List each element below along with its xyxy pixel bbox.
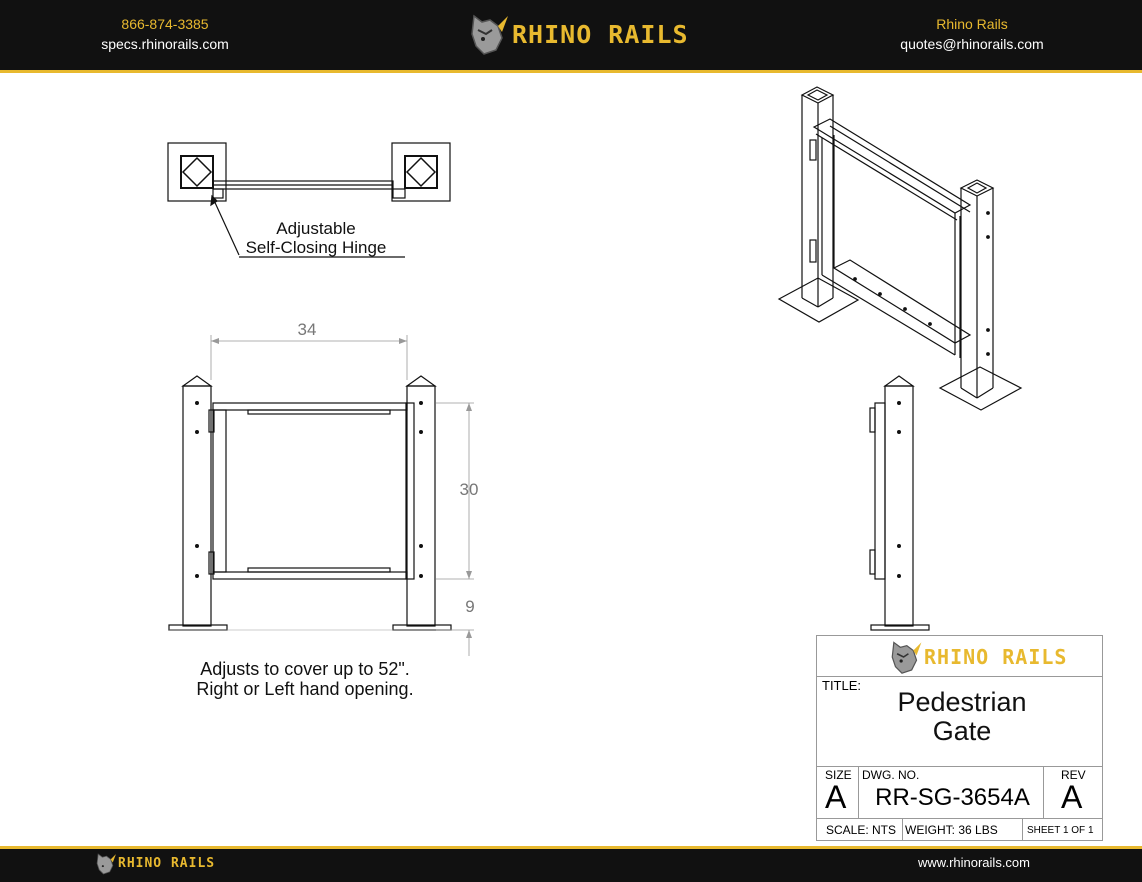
- note-line1: Adjusts to cover up to 52".: [200, 659, 410, 679]
- rhino-icon: [889, 639, 923, 675]
- side-view: [870, 376, 929, 630]
- hinge-label-line1: Adjustable: [276, 219, 356, 238]
- front-elevation: [169, 335, 474, 656]
- title-block-logo: [889, 639, 1067, 675]
- title-line2: Gate: [932, 716, 992, 746]
- footer-bar: [0, 849, 1142, 882]
- hinge-label-line2: Self-Closing Hinge: [245, 238, 387, 257]
- drawing-title: [857, 688, 1067, 746]
- title-block-divider: [858, 766, 859, 818]
- isometric-view: [779, 87, 1021, 410]
- dwg-number-label: DWG. NO.: [862, 768, 920, 782]
- size-label: SIZE: [825, 768, 852, 782]
- footer-logo[interactable]: [95, 852, 215, 875]
- title-block-divider: [817, 766, 1102, 767]
- rhino-icon: [95, 852, 117, 875]
- header-brand-text: RHINO RAILS: [512, 19, 689, 49]
- sheet-field: SHEET 1 OF 1: [1027, 825, 1094, 836]
- footer-brand-text: RHINO RAILS: [118, 856, 216, 871]
- title-line1: Pedestrian: [897, 687, 1027, 717]
- title-block-divider: [817, 818, 1102, 819]
- size-value: A: [825, 779, 847, 815]
- hinge-leader-line: [212, 196, 239, 255]
- dwg-number-value: RR-SG-3654A: [875, 784, 1030, 811]
- title-block-brand: RHINO RAILS: [924, 645, 1068, 669]
- title-block-divider: [817, 676, 1102, 677]
- drawing-note: [150, 659, 460, 699]
- scale-field: SCALE: NTS: [826, 823, 897, 837]
- rev-label: REV: [1061, 768, 1086, 782]
- dimension-width: 34: [297, 320, 317, 339]
- note-line2: Right or Left hand opening.: [196, 679, 414, 699]
- company-name: Rhino Rails: [936, 16, 1008, 32]
- title-block-divider: [1022, 818, 1023, 841]
- hinge-label: [236, 219, 396, 257]
- weight-field: WEIGHT: 36 LBS: [905, 823, 998, 837]
- quotes-email[interactable]: quotes@rhinorails.com: [900, 36, 1044, 52]
- dimension-height: 30: [459, 480, 479, 499]
- title-block: [816, 635, 1103, 841]
- title-label: TITLE:: [822, 678, 862, 693]
- dimension-bottom: 9: [465, 597, 475, 616]
- title-block-divider: [902, 818, 903, 841]
- phone-number[interactable]: 866-874-3385: [121, 16, 209, 32]
- specs-link[interactable]: specs.rhinorails.com: [101, 36, 229, 52]
- footer-website-link[interactable]: www.rhinorails.com: [918, 855, 1030, 870]
- title-block-divider: [1043, 766, 1044, 818]
- rev-value: A: [1061, 779, 1083, 815]
